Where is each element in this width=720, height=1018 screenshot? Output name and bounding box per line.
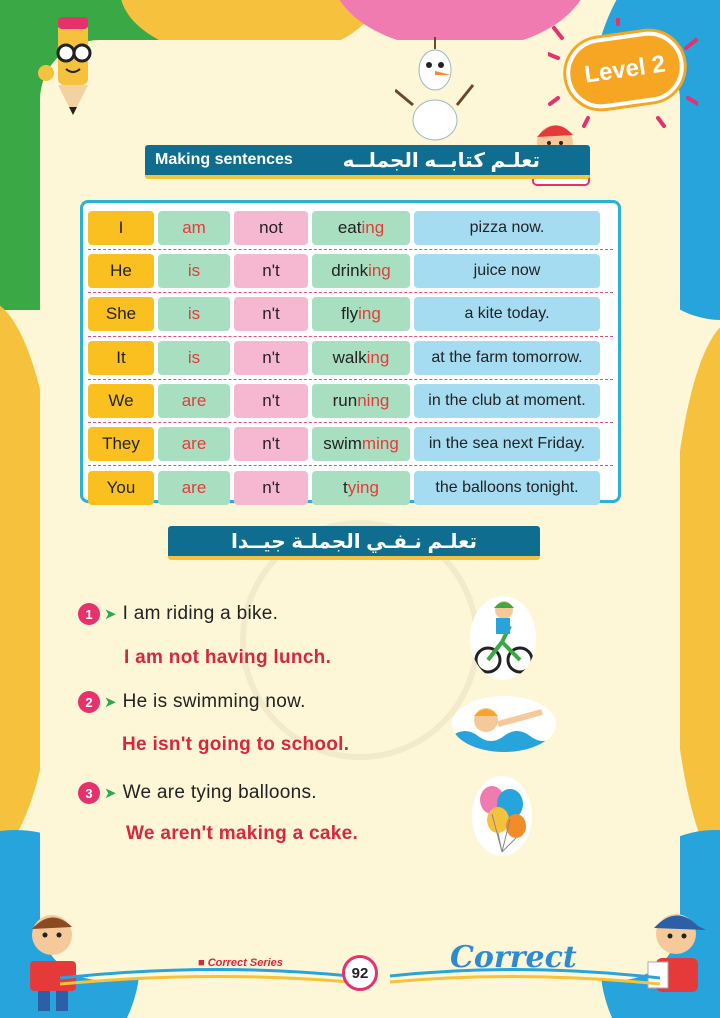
page-number: 92 — [342, 955, 378, 991]
exercise-3 — [78, 782, 317, 804]
table-row — [88, 207, 613, 250]
verb-cell — [312, 427, 410, 461]
exercise-sentence: We are tying balloons. — [122, 782, 317, 803]
auxiliary-cell: is — [158, 297, 230, 331]
auxiliary-cell: are — [158, 427, 230, 461]
subject-cell: It — [88, 341, 154, 375]
verb-base: eat — [337, 218, 362, 238]
arrow-icon: ➤ — [104, 606, 117, 623]
object-cell: in the sea next Friday. — [414, 427, 600, 461]
verb-ing-suffix: ning — [357, 390, 390, 410]
negation-cell: n't — [234, 427, 308, 461]
negation-header — [168, 526, 540, 560]
negation-cell: n't — [234, 297, 308, 331]
footer-brand-left — [198, 957, 283, 969]
verb-ing-suffix: ing — [358, 304, 381, 324]
object-cell: pizza now. — [414, 211, 600, 245]
verb-base: run — [332, 390, 358, 410]
exercise-answer: He isn't going to school. — [122, 734, 350, 755]
child-cap-icon — [640, 900, 710, 1010]
negation-title-ar: تعلـم نـفـي الجملـة جيــدا — [231, 530, 477, 553]
exercise-2 — [78, 691, 306, 713]
balloons-icon — [472, 776, 532, 856]
subject-cell: She — [88, 297, 154, 331]
verb-cell — [312, 297, 410, 331]
auxiliary-cell: is — [158, 254, 230, 288]
level-label: Level 2 — [582, 50, 668, 89]
verb-ing-suffix: ing — [368, 261, 391, 281]
verb-cell — [312, 471, 410, 505]
exercise-answer: I am not having lunch. — [124, 647, 332, 668]
object-cell: in the club at moment. — [414, 384, 600, 418]
object-cell: the balloons tonight. — [414, 471, 600, 505]
subject-cell: They — [88, 427, 154, 461]
snowman-icon — [395, 35, 475, 145]
negation-cell: n't — [234, 254, 308, 288]
verb-base: drink — [331, 261, 369, 281]
verb-base: swim — [323, 434, 362, 454]
sentence-table — [80, 200, 621, 503]
exercise-sentence: He is swimming now. — [122, 691, 306, 712]
object-cell: juice now — [414, 254, 600, 288]
subject-cell: You — [88, 471, 154, 505]
exercise-answer: We aren't making a cake. — [126, 823, 359, 844]
verb-base: t — [343, 477, 348, 497]
subject-cell: We — [88, 384, 154, 418]
arrow-icon: ➤ — [104, 785, 117, 802]
table-row — [88, 423, 613, 466]
verb-cell — [312, 384, 410, 418]
object-cell: at the farm tomorrow. — [414, 341, 600, 375]
footer-brand-left-text: Correct Series — [207, 957, 283, 969]
making-sentences-header — [145, 145, 590, 179]
auxiliary-cell: are — [158, 471, 230, 505]
table-row — [88, 250, 613, 293]
exercise-number: 1 — [78, 603, 100, 625]
swimmer-icon — [452, 696, 556, 752]
negation-cell: not — [234, 211, 308, 245]
verb-base: fly — [341, 304, 359, 324]
footer-brand-right: Correct — [450, 940, 577, 975]
object-cell: a kite today. — [414, 297, 600, 331]
exercise-sentence: I am riding a bike. — [122, 603, 279, 624]
bike-rider-icon — [470, 596, 536, 680]
negation-cell: n't — [234, 471, 308, 505]
verb-cell — [312, 254, 410, 288]
auxiliary-cell: is — [158, 341, 230, 375]
table-row — [88, 466, 613, 509]
verb-cell — [312, 211, 410, 245]
header-title-ar: تعلـم كتابــه الجملــه — [342, 149, 540, 172]
auxiliary-cell: are — [158, 384, 230, 418]
verb-ing-suffix: ing — [361, 218, 385, 238]
exercise-1 — [78, 603, 278, 625]
subject-cell: I — [88, 211, 154, 245]
exercise-number: 2 — [78, 691, 100, 713]
table-row — [88, 293, 613, 336]
verb-ing-suffix: ming — [361, 434, 399, 454]
pencil-mascot-icon — [36, 15, 106, 125]
verb-ing-suffix: ing — [366, 347, 390, 367]
verb-cell — [312, 341, 410, 375]
verb-base: walk — [332, 347, 367, 367]
exercise-number: 3 — [78, 782, 100, 804]
negation-cell: n't — [234, 384, 308, 418]
verb-ing-suffix: ying — [347, 477, 379, 497]
table-row — [88, 380, 613, 423]
header-title-en: Making sentences — [155, 151, 293, 168]
auxiliary-cell: am — [158, 211, 230, 245]
subject-cell: He — [88, 254, 154, 288]
arrow-icon: ➤ — [104, 694, 117, 711]
negation-cell: n't — [234, 341, 308, 375]
book-icon: ■ — [198, 957, 208, 969]
table-row — [88, 337, 613, 380]
